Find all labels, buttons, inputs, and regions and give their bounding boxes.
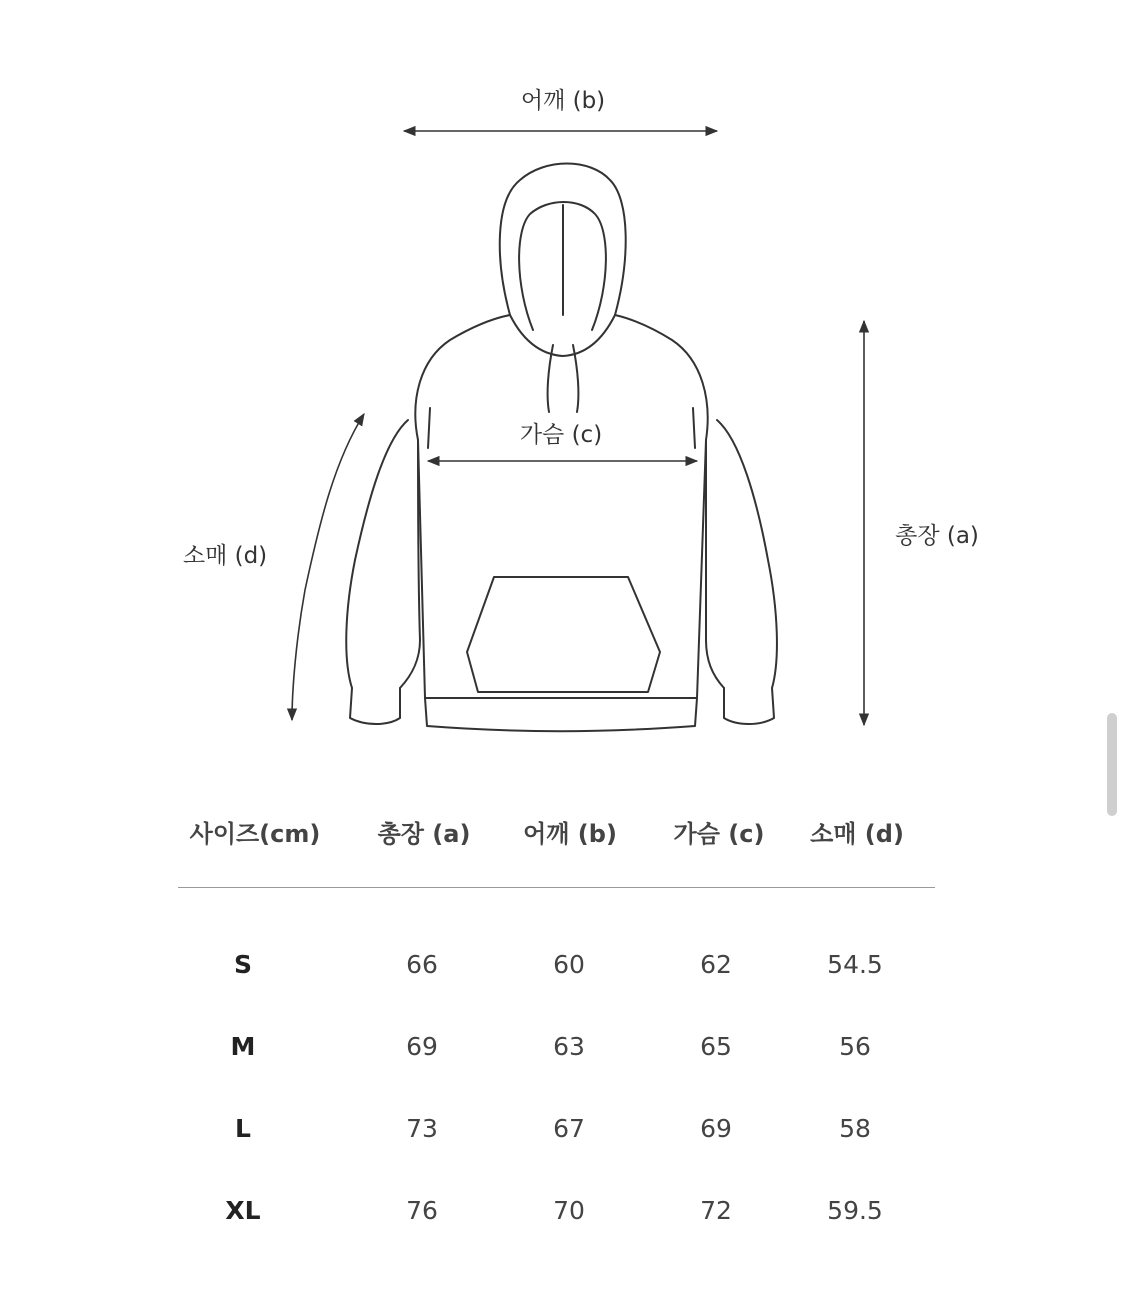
row-shoulder: 70: [553, 1196, 585, 1225]
header-chest: 가슴 (c): [673, 820, 765, 848]
header-sleeve: 소매 (d): [810, 820, 904, 848]
row-length: 69: [406, 1032, 438, 1061]
hem-band: [425, 698, 697, 731]
table-row: [0, 950, 1125, 990]
shoulder-label: 어깨 (b): [520, 88, 606, 114]
right-cuff: [724, 688, 774, 724]
row-sleeve: 54.5: [827, 950, 883, 979]
row-length: 66: [406, 950, 438, 979]
scrollbar[interactable]: [1107, 713, 1117, 816]
header-length: 총장 (a): [377, 820, 471, 848]
row-length: 76: [406, 1196, 438, 1225]
length-label: 총장 (a): [895, 523, 979, 549]
table-row: [0, 1032, 1125, 1072]
body-outline: [418, 440, 706, 698]
row-size: M: [230, 1032, 256, 1061]
right-sleeve-outer: [717, 420, 777, 688]
row-shoulder: 63: [553, 1032, 585, 1061]
row-size: S: [233, 950, 253, 979]
table-row: [0, 1196, 1125, 1236]
left-sleeve-inner: [400, 440, 420, 688]
header-size: 사이즈(cm): [189, 820, 321, 848]
hood-collar: [510, 315, 615, 356]
row-sleeve: 56: [839, 1032, 871, 1061]
table-divider: [178, 887, 935, 888]
chest-label: 가슴 (c): [519, 422, 603, 448]
row-shoulder: 67: [553, 1114, 585, 1143]
kangaroo-pocket: [467, 577, 660, 692]
sleeve-label: 소매 (d): [182, 543, 268, 569]
row-sleeve: 59.5: [827, 1196, 883, 1225]
row-size: XL: [225, 1196, 261, 1225]
row-chest: 62: [700, 950, 732, 979]
row-sleeve: 58: [839, 1114, 871, 1143]
left-sleeve-outer: [346, 420, 408, 688]
row-length: 73: [406, 1114, 438, 1143]
size-table: [0, 800, 1125, 1260]
row-chest: 69: [700, 1114, 732, 1143]
row-chest: 72: [700, 1196, 732, 1225]
left-armhole-seam: [428, 408, 430, 448]
right-armhole-seam: [693, 408, 695, 448]
row-size: L: [235, 1114, 251, 1143]
table-row: [0, 1114, 1125, 1154]
left-cuff: [350, 688, 400, 724]
right-sleeve-inner: [706, 440, 724, 688]
header-shoulder: 어깨 (b): [523, 820, 617, 848]
row-shoulder: 60: [553, 950, 585, 979]
row-chest: 65: [700, 1032, 732, 1061]
